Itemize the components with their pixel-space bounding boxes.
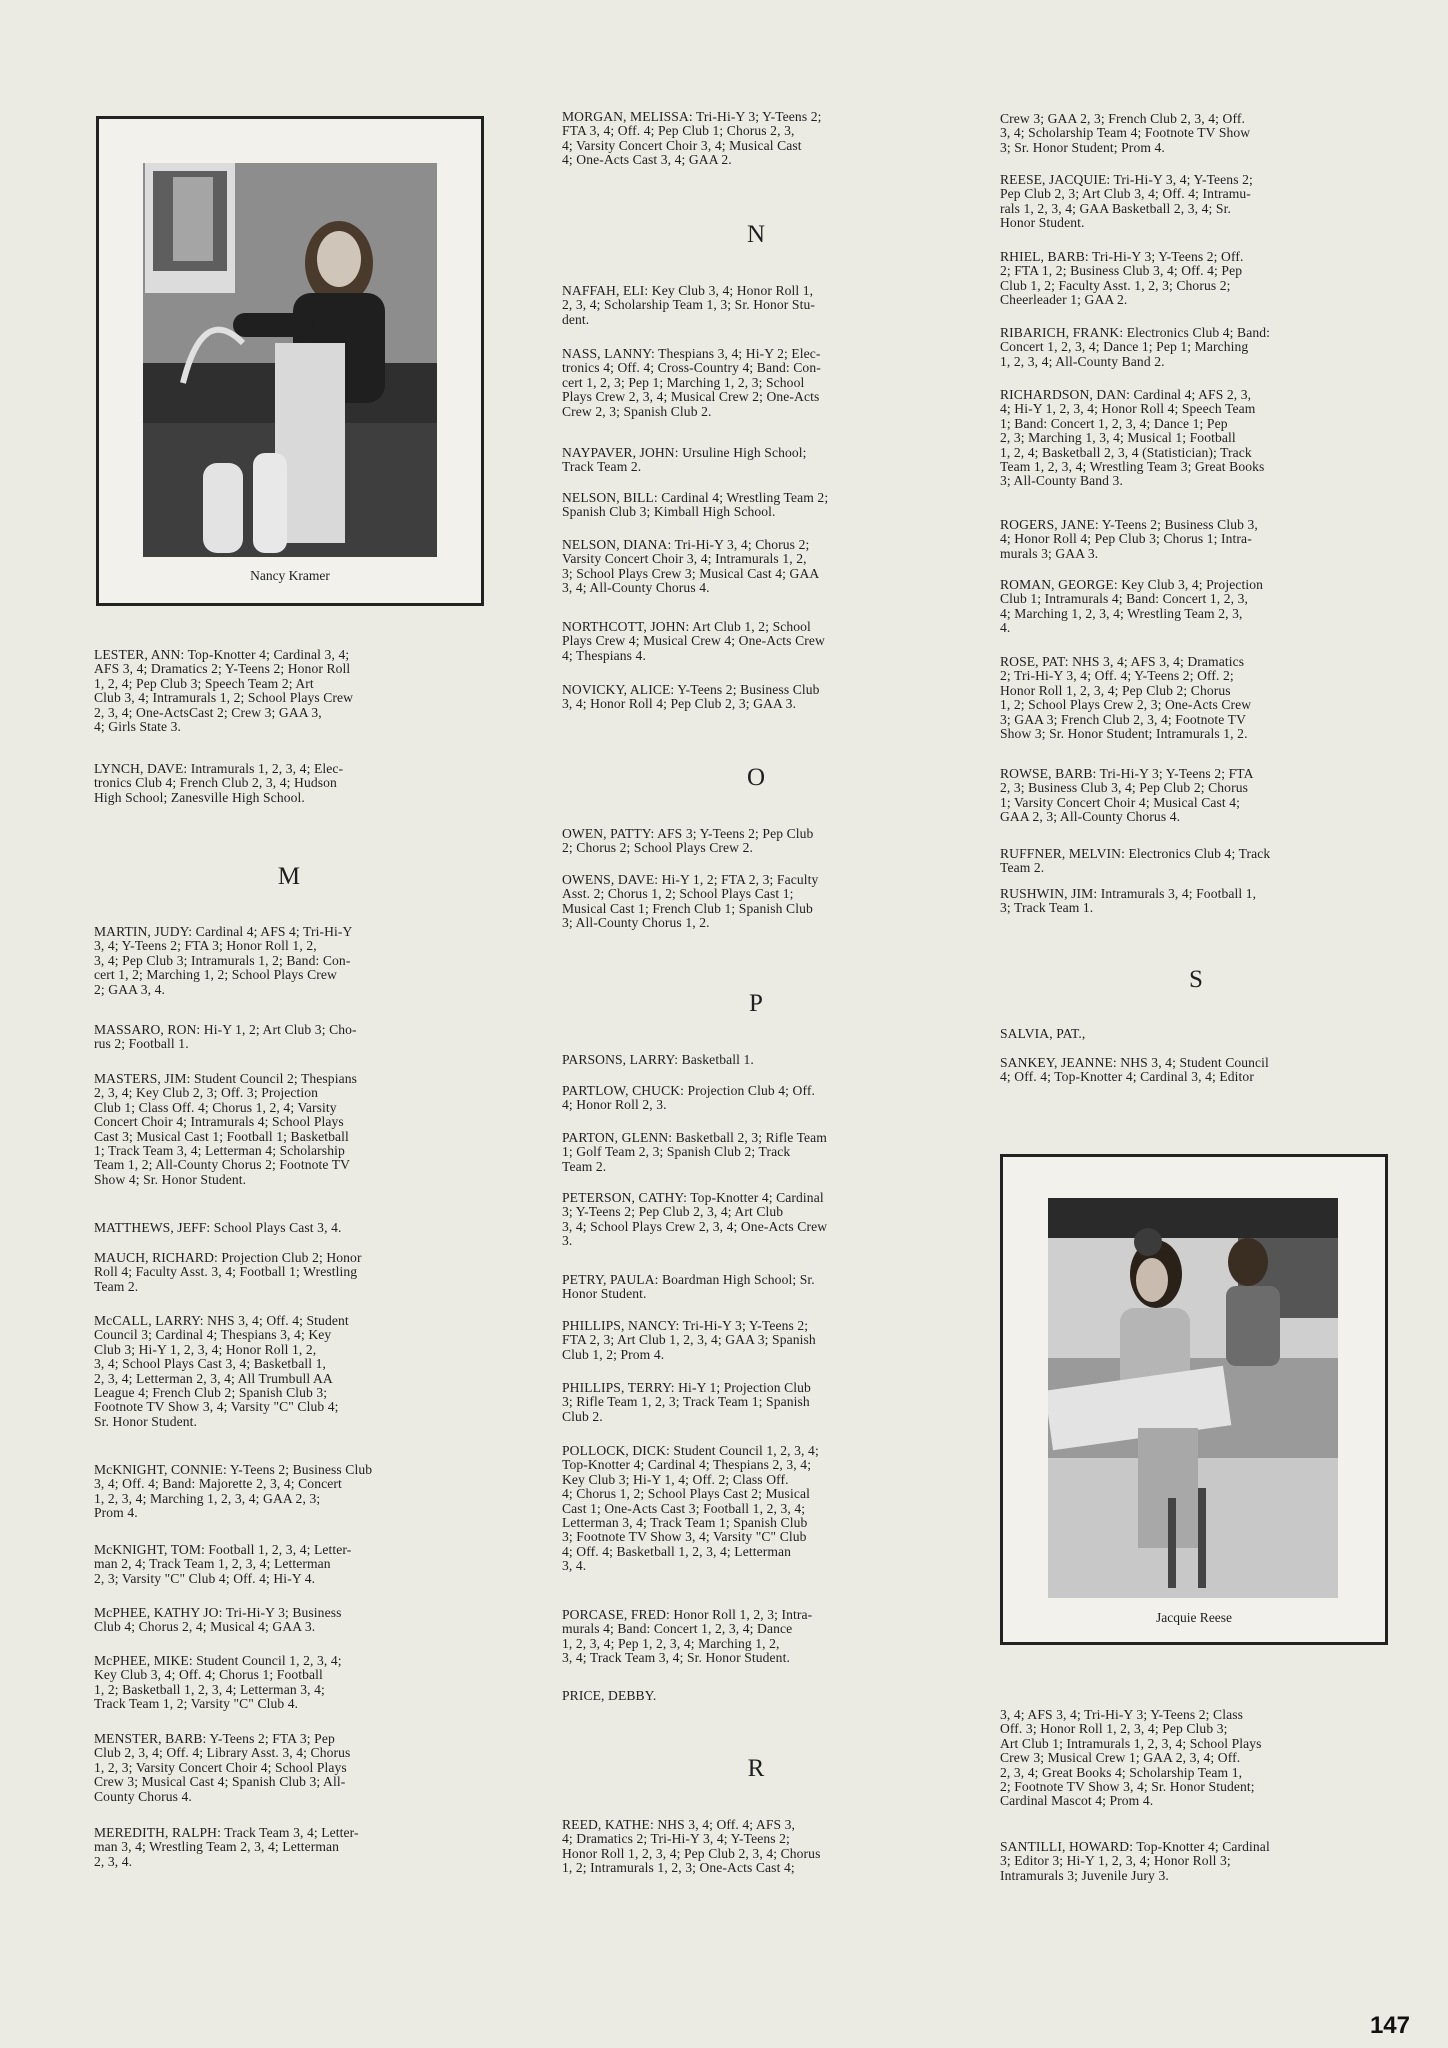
entry-rushwin-jim: RUSHWIN, JIM: Intramurals 3, 4; Football 1, 3; Track Team 1. [1000,886,1257,916]
entry-pollock-dick: POLLOCK, DICK: Student Council 1, 2, 3, 4; Top-Knotter 4; Cardinal 4; Thespians 2, 3, 4; Key Club 3; Hi-Y 1, 4; Off. 2; Class Off. 4; Chorus 1, 2; School Plays Cast 2; Musical Cast 1; One-Acts Cast 3; Football 1, 2, 3, 4; Letterman 3, 4; Track Team 1; Spanish Club 3; Footnote TV Show 3, 4; Varsity "C" Club 4; Off. 4; Basketball 1, 2, 3, 4; Letterman 3, 4. [562,1443,819,1574]
entry-nelson-diana: NELSON, DIANA: Tri-Hi-Y 3, 4; Chorus 2; Varsity Concert Choir 3, 4; Intramurals 1, 2, 3; School Plays Crew 3; Musical Cast 4; GAA 3, 4; All-County Chorus 4. [562,537,820,596]
entry-sankey-jeanne: SANKEY, JEANNE: NHS 3, 4; Student Council 4; Off. 4; Top-Knotter 4; Cardinal 3, 4; Editor [1000,1055,1269,1085]
entry-rose-pat: ROSE, PAT: NHS 3, 4; AFS 3, 4; Dramatics 2; Tri-Hi-Y 3, 4; Off. 4; Y-Teens 2; Off. 2; Honor Roll 1, 2, 3, 4; Pep Club 2; Chorus 1, 2; School Plays Crew 2, 3; One-Acts Crew 3; GAA 3; French Club 2, 3, 4; Footnote TV Show 3; Sr. Honor Student; Intramurals 1, 2. [1000,654,1252,742]
entry-morgan-melissa: MORGAN, MELISSA: Tri-Hi-Y 3; Y-Teens 2; FTA 3, 4; Off. 4; Pep Club 1; Chorus 2, 3, 4; Varsity Concert Choir 3, 4; Musical Cast 4; One-Acts Cast 3, 4; GAA 2. [562,109,822,168]
entry-parton-glenn: PARTON, GLENN: Basketball 2, 3; Rifle Team 1; Golf Team 2, 3; Spanish Club 2; Track Team 2. [562,1130,827,1174]
entry-roman-george: ROMAN, GEORGE: Key Club 3, 4; Projection Club 1; Intramurals 4; Band: Concert 1, 2, 3, 4; Marching 1, 2, 3, 4; Wrestling Team 2, 3, 4. [1000,577,1264,636]
entry-rogers-jane: ROGERS, JANE: Y-Teens 2; Business Club 3, 4; Honor Roll 4; Pep Club 3; Chorus 1; Intra- murals 3; GAA 3. [1000,517,1258,561]
entry-santilli-howard: SANTILLI, HOWARD: Top-Knotter 4; Cardinal 3; Editor 3; Hi-Y 1, 2, 3, 4; Honor Roll 3; Intramurals 3; Juvenile Jury 3. [1000,1839,1270,1883]
entry-price-debby: PRICE, DEBBY. [562,1688,657,1703]
section-letter-n: N [746,221,766,248]
photo-caption: Jacquie Reese [1155,1610,1233,1625]
entry-phillips-terry: PHILLIPS, TERRY: Hi-Y 1; Projection Club 3; Rifle Team 1, 2, 3; Track Team 1; Spanish Club 2. [562,1380,811,1424]
section-letter-m: M [277,863,301,890]
entry-northcott-john: NORTHCOTT, JOHN: Art Club 1, 2; School Plays Crew 4; Musical Crew 4; One-Acts Crew 4; Thespians 4. [562,619,825,663]
entry-mcphee-mike: McPHEE, MIKE: Student Council 1, 2, 3, 4; Key Club 3, 4; Off. 4; Chorus 1; Football 1, 2; Basketball 1, 2, 3, 4; Letterman 3, 4; Track Team 1, 2; Varsity "C" Club 4. [94,1653,342,1712]
photo-image [1048,1198,1338,1598]
entry-rhiel-barb: RHIEL, BARB: Tri-Hi-Y 3; Y-Teens 2; Off. 2; FTA 1, 2; Business Club 3, 4; Off. 4; Pep Club 1, 2; Faculty Asst. 1, 2, 3; Chorus 2; Cheerleader 1; GAA 2. [1000,249,1244,308]
photo-image [143,163,437,557]
entry-naypaver-john: NAYPAVER, JOHN: Ursuline High School; Track Team 2. [562,445,807,475]
section-letter-p: P [749,990,763,1017]
entry-mauch-richard: MAUCH, RICHARD: Projection Club 2; Honor Roll 4; Faculty Asst. 3, 4; Football 1; Wrestling Team 2. [94,1250,362,1294]
entry-salvia-pat: SALVIA, PAT., [1000,1026,1086,1041]
entry-matthews-jeff: MATTHEWS, JEFF: School Plays Cast 3, 4. [94,1220,342,1235]
page-number: 147 [1369,2012,1410,2039]
entry-mcphee-kathy-jo: McPHEE, KATHY JO: Tri-Hi-Y 3; Business Club 4; Chorus 2, 4; Musical 4; GAA 3. [94,1605,342,1635]
entry-reed-kathe: REED, KATHE: NHS 3, 4; Off. 4; AFS 3, 4; Dramatics 2; Tri-Hi-Y 3, 4; Y-Teens 2; Honor Roll 1, 2, 3, 4; Pep Club 2, 3, 4; Chorus 1, 2; Intramurals 1, 2, 3; One-Acts Cast 4; [562,1817,821,1876]
photo-jacquie-reese [1000,1154,1388,1645]
entry-ruffner-melvin: RUFFNER, MELVIN: Electronics Club 4; Track Team 2. [1000,846,1271,876]
entry-mccall-larry: McCALL, LARRY: NHS 3, 4; Off. 4; Student Council 3; Cardinal 4; Thespians 3, 4; Key Club 3; Hi-Y 1, 2, 3, 4; Honor Roll 1, 2, 3, 4; School Plays Cast 3, 4; Basketball 1, 2, 3, 4; Letterman 2, 3, 4; All Trumbull AA League 4; French Club 2; Spanish Club 3; Footnote TV Show 3, 4; Varsity "C" Club 4; Sr. Honor Student. [94,1313,349,1429]
entry-owen-patty: OWEN, PATTY: AFS 3; Y-Teens 2; Pep Club 2; Chorus 2; School Plays Crew 2. [562,826,814,856]
entry-phillips-nancy: PHILLIPS, NANCY: Tri-Hi-Y 3; Y-Teens 2; FTA 2, 3; Art Club 1, 2, 3, 4; GAA 3; Spanish Club 1, 2; Prom 4. [562,1318,816,1362]
entry-meredith-ralph: MEREDITH, RALPH: Track Team 3, 4; Letter- man 3, 4; Wrestling Team 2, 3, 4; Letterman 2, 3, 4. [94,1825,359,1869]
entry-peterson-cathy: PETERSON, CATHY: Top-Knotter 4; Cardinal 3; Y-Teens 2; Pep Club 2, 3, 4; Art Club 3, 4; School Plays Crew 2, 3, 4; One-Acts Crew 3. [562,1190,828,1249]
entry-porcase-fred: PORCASE, FRED: Honor Roll 1, 2, 3; Intra- murals 4; Band: Concert 1, 2, 3, 4; Dance 1, 2, 3, 4; Pep 1, 2, 3, 4; Marching 1, 2, 3, 4; Track Team 3, 4; Sr. Honor Student. [562,1607,813,1666]
entry-masters-jim: MASTERS, JIM: Student Council 2; Thespians 2, 3, 4; Key Club 2, 3; Off. 3; Projection Club 1; Class Off. 4; Chorus 1, 2, 4; Varsity Concert Choir 4; Intramurals 4; School Plays Cast 3; Musical Cast 1; Football 1; Basketball 1; Track Team 3, 4; Letterman 4; Scholarship Team 1, 2; All-County Chorus 2; Footnote TV Show 4; Sr. Honor Student. [94,1071,357,1187]
entry-lester-ann: LESTER, ANN: Top-Knotter 4; Cardinal 3, 4; AFS 3, 4; Dramatics 2; Y-Teens 2; Honor Roll 1, 2, 4; Pep Club 3; Speech Team 2; Art Club 3, 4; Intramurals 1, 2; School Plays Crew 2, 3, 4; One-ActsCast 2; Crew 3; GAA 3, 4; Girls State 3. [94,647,354,735]
section-letter-r: R [747,1755,765,1782]
entry-owens-dave: OWENS, DAVE: Hi-Y 1, 2; FTA 2, 3; Faculty Asst. 2; Chorus 1, 2; School Plays Cast 1; Musical Cast 1; French Club 1; Spanish Club 3; All-County Chorus 1, 2. [562,872,819,931]
photo-caption: Nancy Kramer [250,568,330,583]
section-letter-o: O [746,764,766,791]
entry-massaro-ron: MASSARO, RON: Hi-Y 1, 2; Art Club 3; Cho- rus 2; Football 1. [94,1022,357,1052]
entry-ribarich-frank: RIBARICH, FRANK: Electronics Club 4; Band: Concert 1, 2, 3, 4; Dance 1; Pep 1; Marching 1, 2, 3, 4; All-County Band 2. [1000,325,1271,369]
entry-reese-jacquie: REESE, JACQUIE: Tri-Hi-Y 3, 4; Y-Teens 2; Pep Club 2, 3; Art Club 3, 4; Off. 4; Intramu- rals 1, 2, 3, 4; GAA Basketball 2, 3, 4; Sr. Honor Student. [1000,172,1253,231]
entry-richardson-dan: RICHARDSON, DAN: Cardinal 4; AFS 2, 3, 4; Hi-Y 1, 2, 3, 4; Honor Roll 4; Speech Team 1; Band: Concert 1, 2, 3, 4; Dance 1; Pep 2, 3; Marching 1, 3, 4; Musical 1; Football 1, 2, 4; Basketball 2, 3, 4 (Statistician); Track Team 1, 2, 3, 4; Wrestling Team 3; Great Books 3; All-County Band 3. [1000,387,1265,489]
photo-nancy-kramer [96,116,484,606]
entry-martin-judy: MARTIN, JUDY: Cardinal 4; AFS 4; Tri-Hi-Y 3, 4; Y-Teens 2; FTA 3; Honor Roll 1, 2, 3, 4; Pep Club 3; Intramurals 1, 2; Band: Con- cert 1, 2; Marching 1, 2; School Plays Crew 2; GAA 3, 4. [94,924,353,997]
section-letter-s: S [1189,966,1203,993]
entry-sankey-jeanne-continued: 3, 4; AFS 3, 4; Tri-Hi-Y 3; Y-Teens 2; Class Off. 3; Honor Roll 1, 2, 3, 4; Pep Club 3; Art Club 1; Intramurals 1, 2, 3, 4; School Plays Crew 3; Musical Crew 1; GAA 2, 3, 4; Off. 2, 3, 4; Great Books 4; Scholarship Team 1, 2; Footnote TV Show 3, 4; Sr. Honor Student; Cardinal Mascot 4; Prom 4. [1000,1707,1262,1809]
entry-menster-barb: MENSTER, BARB: Y-Teens 2; FTA 3; Pep Club 2, 3, 4; Off. 4; Library Asst. 3, 4; Chorus 1, 2, 3; Varsity Concert Choir 4; School Plays Crew 3; Musical Cast 4; Spanish Club 3; All- County Chorus 4. [94,1731,351,1804]
entry-parsons-larry: PARSONS, LARRY: Basketball 1. [562,1052,754,1067]
entry-novicky-alice: NOVICKY, ALICE: Y-Teens 2; Business Club 3, 4; Honor Roll 4; Pep Club 2, 3; GAA 3. [562,682,820,712]
entry-mcknight-connie: McKNIGHT, CONNIE: Y-Teens 2; Business Club 3, 4; Off. 4; Band: Majorette 2, 3, 4; Concert 1, 2, 3, 4; Marching 1, 2, 3, 4; GAA 2, 3; Prom 4. [94,1462,373,1521]
entry-nelson-bill: NELSON, BILL: Cardinal 4; Wrestling Team 2; Spanish Club 3; Kimball High School. [562,490,829,520]
entry-reed-kathe-continued: Crew 3; GAA 2, 3; French Club 2, 3, 4; Off. 3, 4; Scholarship Team 4; Footnote TV Show 3; Sr. Honor Student; Prom 4. [1000,111,1251,155]
entry-mcknight-tom: McKNIGHT, TOM: Football 1, 2, 3, 4; Letter- man 2, 4; Track Team 1, 2, 3, 4; Letterman 2, 3; Varsity "C" Club 4; Off. 4; Hi-Y 4. [94,1542,352,1586]
entry-lynch-dave: LYNCH, DAVE: Intramurals 1, 2, 3, 4; Elec- tronics Club 4; French Club 2, 3, 4; Hudson High School; Zanesville High School. [94,761,344,805]
entry-naffah-eli: NAFFAH, ELI: Key Club 3, 4; Honor Roll 1, 2, 3, 4; Scholarship Team 1, 3; Sr. Honor Stu- dent. [562,283,815,327]
entry-petry-paula: PETRY, PAULA: Boardman High School; Sr. Honor Student. [562,1272,815,1302]
entry-partlow-chuck: PARTLOW, CHUCK: Projection Club 4; Off. 4; Honor Roll 2, 3. [562,1083,815,1113]
entry-nass-lanny: NASS, LANNY: Thespians 3, 4; Hi-Y 2; Elec- tronics 4; Off. 4; Cross-Country 4; Band: Con- cert 1, 2, 3; Pep 1; Marching 1, 2, 3; School Plays Crew 2, 3, 4; Musical Crew 2; One-Acts Crew 2, 3; Spanish Club 2. [562,346,821,419]
entry-rowse-barb: ROWSE, BARB: Tri-Hi-Y 3; Y-Teens 2; FTA 2, 3; Business Club 3, 4; Pep Club 2; Chorus 1; Varsity Concert Choir 4; Musical Cast 4; GAA 2, 3; All-County Chorus 4. [1000,766,1254,825]
